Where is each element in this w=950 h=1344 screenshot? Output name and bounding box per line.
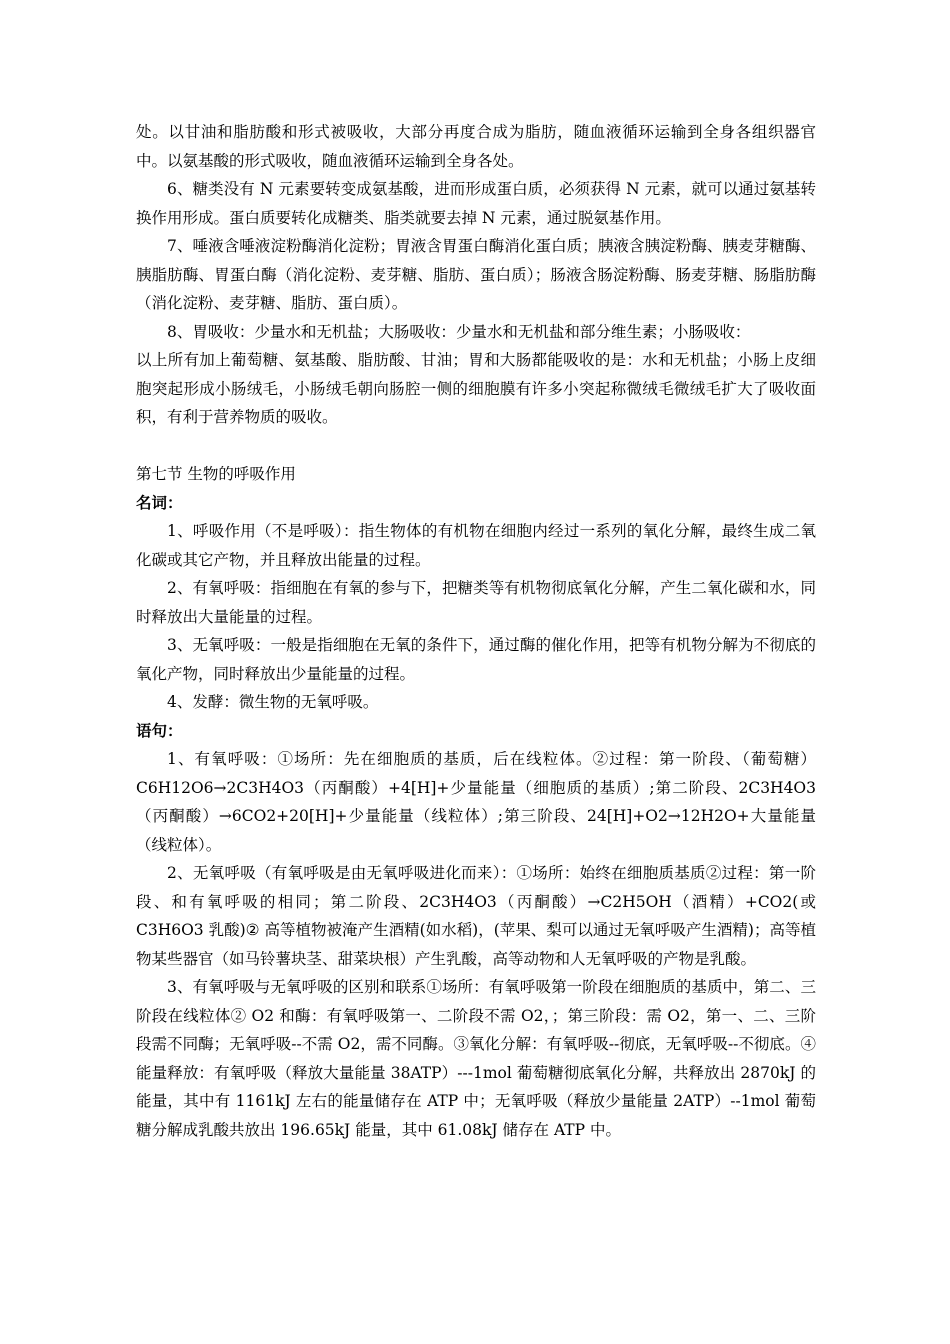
term-item: 3、无氧呼吸：一般是指细胞在无氧的条件下，通过酶的催化作用，把等有机物分解为不彻底的氧化产物，同时释放出少量能量的过程。 — [136, 636, 816, 683]
sentence-item: 2、无氧呼吸（有氧呼吸是由无氧呼吸进化而来）：①场所：始终在细胞质基质②过程：第一阶段、和有氧呼吸的相同；第二阶段、2C3H4O3（丙酮酸）→C2H5OH（酒精）+CO2(或 C3H6O3 乳酸)② 高等植物被淹产生酒精(如水稻)，(苹果、梨可以通过无氧呼吸产生酒精)；高等植物某些器官（如马铃薯块茎、甜菜块根）产生乳酸，高等动物和人无氧呼吸的产物是乳酸。 — [136, 864, 816, 968]
paragraph-continuation: 处。以甘油和脂肪酸和形式被吸收，大部分再度合成为脂肪，随血液循环运输到全身各组织器官中。以氨基酸的形式吸收，随血液循环运输到全身各处。 — [136, 123, 816, 170]
section-title: 第七节 生物的呼吸作用 — [136, 465, 296, 483]
paragraph-item-8-body: 以上所有加上葡萄糖、氨基酸、脂肪酸、甘油；胃和大肠都能吸收的是：水和无机盐；小肠上皮细胞突起形成小肠绒毛，小肠绒毛朝向肠腔一侧的细胞膜有许多小突起称微绒毛微绒毛扩大了吸收面积，有利于营养物质的吸收。 — [136, 351, 816, 426]
paragraph-item-7: 7、唾液含唾液淀粉酶消化淀粉；胃液含胃蛋白酶消化蛋白质；胰液含胰淀粉酶、胰麦芽糖酶、胰脂肪酶、胃蛋白酶（消化淀粉、麦芽糖、脂肪、蛋白质）；肠液含肠淀粉酶、肠麦芽糖、肠脂肪酶（消化淀粉、麦芽糖、脂肪、蛋白质）。 — [136, 237, 816, 312]
document-page — [136, 118, 816, 1144]
term-item: 4、发酵：微生物的无氧呼吸。 — [167, 693, 379, 711]
sentence-item: 3、有氧呼吸与无氧呼吸的区别和联系①场所：有氧呼吸第一阶段在细胞质的基质中，第二、三阶段在线粒体② O2 和酶：有氧呼吸第一、二阶段不需 O2，；第三阶段：需 O2，第一、二、三阶段需不同酶；无氧呼吸--不需 O2，需不同酶。③氧化分解：有氧呼吸--彻底，无氧呼吸--不彻底。④能量释放：有氧呼吸（释放大量能量 38ATP）---1mol 葡萄糖彻底氧化分解，共释放出 2870kJ 的能量，其中有 1161kJ 左右的能量储存在 ATP 中；无氧呼吸（释放少量能量 2ATP）--1mol 葡萄糖分解成乳酸共放出 196.65kJ 能量，其中 61.08kJ 储存在 ATP 中。 — [136, 978, 816, 1139]
term-item: 2、有氧呼吸：指细胞在有氧的参与下，把糖类等有机物彻底氧化分解，产生二氧化碳和水，同时释放出大量能量的过程。 — [136, 579, 816, 626]
sentence-item: 1、有氧呼吸：①场所：先在细胞质的基质，后在线粒体。②过程：第一阶段、（葡萄糖）C6H12O6→2C3H4O3（丙酮酸）+4[H]+少量能量（细胞质的基质）;第二阶段、2C3H4O3（丙酮酸）→6CO2+20[H]+少量能量（线粒体）;第三阶段、24[H]+O2→12H2O+大量能量（线粒体）。 — [136, 750, 816, 854]
sentences-heading: 语句： — [136, 720, 183, 740]
paragraph-item-6: 6、糖类没有 N 元素要转变成氨基酸，进而形成蛋白质，必须获得 N 元素，就可以通过氨基转换作用形成。蛋白质要转化成糖类、脂类就要去掉 N 元素，通过脱氨基作用。 — [136, 180, 816, 227]
paragraph-item-8-lead: 8、胃吸收：少量水和无机盐；大肠吸收：少量水和无机盐和部分维生素；小肠吸收： — [167, 322, 751, 341]
blank-line — [136, 432, 816, 461]
term-item: 1、呼吸作用（不是呼吸）：指生物体的有机物在细胞内经过一系列的氧化分解，最终生成二氧化碳或其它产物，并且释放出能量的过程。 — [136, 522, 816, 569]
terms-heading: 名词： — [136, 492, 183, 512]
